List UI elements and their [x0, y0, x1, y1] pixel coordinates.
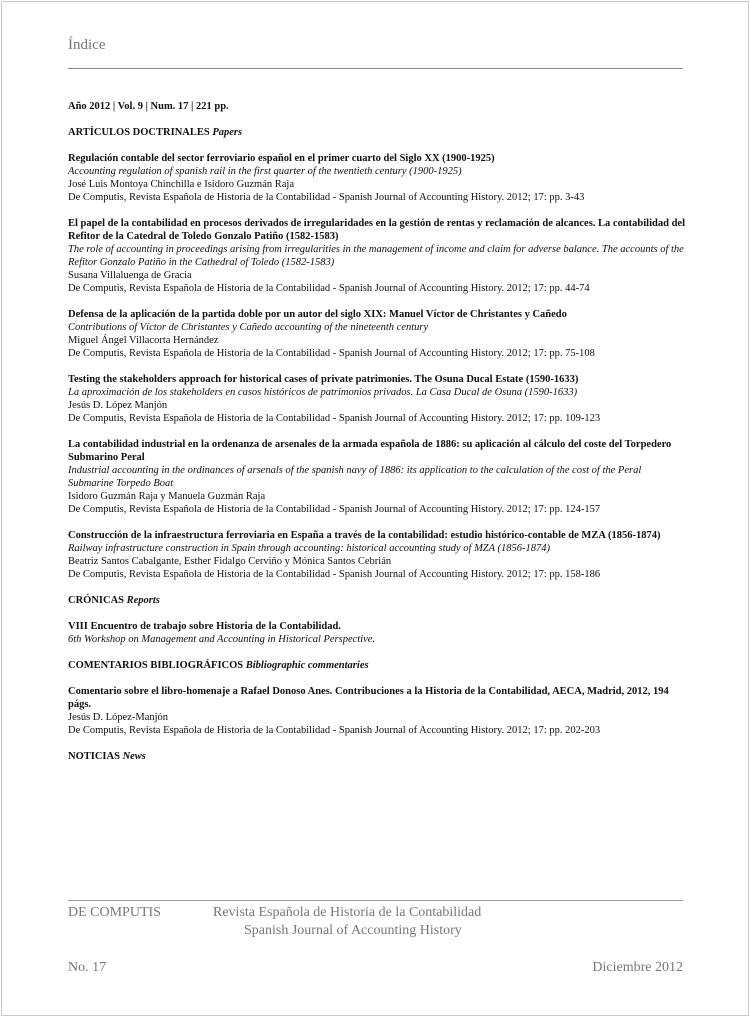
- article-authors: Susana Villaluenga de Gracia: [68, 270, 192, 281]
- article-entry: [68, 308, 688, 360]
- footer-journal-name-en: Spanish Journal of Accounting History: [244, 923, 462, 938]
- article-subtitle: Railway infrastructure construction in Spain through accounting: historical accounting study of MZA (1856-1874): [68, 543, 550, 554]
- article-entry: [68, 373, 688, 425]
- section-title-es: CRÓNICAS: [68, 595, 125, 606]
- article-subtitle: The role of accounting in proceedings arising from irregularities in the management of income and claim for adverse balance. The accounts of the Refitor Gonzalo Patiño in the Cathedral of Toledo (1582-1583): [68, 244, 684, 268]
- article-citation: De Computis, Revista Española de Historia de la Contabilidad - Spanish Journal of Accounting History. 2012; 17: pp. 158-186: [68, 569, 601, 580]
- section-comentarios: [68, 659, 688, 672]
- review-entry: [68, 685, 688, 737]
- section-title-es: NOTICIAS: [68, 751, 120, 762]
- article-authors: José Luis Montoya Chinchilla e Isidoro Guzmán Raja: [68, 179, 295, 190]
- article-authors: Beatriz Santos Cabalgante, Esther Fidalgo Cerviño y Mónica Santos Cebrián: [68, 556, 392, 567]
- article-authors: Isidoro Guzmán Raja y Manuela Guzmán Raja: [68, 491, 266, 502]
- article-citation: De Computis, Revista Española de Historia de la Contabilidad - Spanish Journal of Accounting History. 2012; 17: pp. 3-43: [68, 192, 585, 203]
- article-authors: Jesús D. López Manjón: [68, 400, 168, 411]
- report-entry: [68, 620, 688, 646]
- footer-divider: [68, 900, 683, 901]
- footer-journal-name-es: Revista Española de Historia de la Contabilidad: [213, 905, 482, 920]
- article-title[interactable]: Defensa de la aplicación de la partida doble por un autor del siglo XIX: Manuel Víctor de Christantes y Cañedo: [68, 309, 567, 320]
- article-citation: De Computis, Revista Española de Historia de la Contabilidad - Spanish Journal of Accounting History. 2012; 17: pp. 75-108: [68, 348, 595, 359]
- article-citation: De Computis, Revista Española de Historia de la Contabilidad - Spanish Journal of Accounting History. 2012; 17: pp. 44-74: [68, 283, 590, 294]
- report-subtitle: 6th Workshop on Management and Accounting in Historical Perspective.: [68, 634, 376, 645]
- article-citation: De Computis, Revista Española de Historia de la Contabilidad - Spanish Journal of Accounting History. 2012; 17: pp. 124-157: [68, 504, 601, 515]
- article-title[interactable]: La contabilidad industrial en la ordenanza de arsenales de la armada española de 1886: su aplicación al cálculo del coste del Torpedero Submarino Peral: [68, 439, 672, 463]
- review-citation: De Computis, Revista Española de Historia de la Contabilidad - Spanish Journal of Accounting History. 2012; 17: pp. 202-203: [68, 725, 601, 736]
- footer-date: Diciembre 2012: [592, 960, 683, 975]
- section-title-en: Reports: [126, 595, 160, 606]
- article-subtitle: Contributions of Víctor de Christantes y Cañedo accounting of the nineteenth century: [68, 322, 429, 333]
- issue-meta: Año 2012 | Vol. 9 | Num. 17 | 221 pp.: [68, 101, 229, 112]
- article-citation: De Computis, Revista Española de Historia de la Contabilidad - Spanish Journal of Accounting History. 2012; 17: pp. 109-123: [68, 413, 601, 424]
- section-articulos: [68, 126, 688, 139]
- section-title-en: News: [122, 751, 146, 762]
- report-title[interactable]: VIII Encuentro de trabajo sobre Historia de la Contabilidad.: [68, 621, 341, 632]
- table-of-contents: [68, 100, 688, 763]
- article-entry: [68, 217, 688, 295]
- section-title-es: COMENTARIOS BIBLIOGRÁFICOS: [68, 660, 244, 671]
- article-subtitle: Industrial accounting in the ordinances of arsenals of the spanish navy of 1886: its application to the calculation of the cost of the Peral Submarine Torpedo Boat: [68, 465, 642, 489]
- section-cronicas: [68, 594, 688, 607]
- article-title[interactable]: Testing the stakeholders approach for historical cases of private patrimonies. The Osuna Ducal Estate (1590-1633): [68, 374, 579, 385]
- article-entry: [68, 529, 688, 581]
- section-noticias: [68, 750, 688, 763]
- article-title[interactable]: Construcción de la infraestructura ferroviaria en España a través de la contabilidad: estudio histórico-contable de MZA (1856-1874): [68, 530, 661, 541]
- article-title[interactable]: Regulación contable del sector ferroviario español en el primer cuarto del Siglo XX (1900-1925): [68, 153, 495, 164]
- review-authors: Jesús D. López-Manjón: [68, 712, 169, 723]
- footer-journal: DE COMPUTIS: [68, 905, 161, 920]
- review-title[interactable]: Comentario sobre el libro-homenaje a Rafael Donoso Anes. Contribuciones a la Historia de la Contabilidad, AECA, Madrid, 2012, 194 págs.: [68, 686, 669, 710]
- section-title-en: Papers: [212, 127, 243, 138]
- section-title-en: Bibliographic commentaries: [245, 660, 369, 671]
- article-entry: [68, 438, 688, 516]
- footer-issue: No. 17: [68, 960, 107, 975]
- article-title[interactable]: El papel de la contabilidad en procesos derivados de irregularidades en la gestión de rentas y reclamación de alcances. La contabilidad del Refitor de la Catedral de Toledo Gonzalo Patiño (1582-1583): [68, 218, 685, 242]
- page-title: Índice: [68, 37, 106, 53]
- header-divider: [68, 68, 683, 69]
- article-subtitle: La aproximación de los stakeholders en casos históricos de patrimonios privados. La Casa Ducal de Osuna (1590-1633): [68, 387, 578, 398]
- section-title-es: ARTÍCULOS DOCTRINALES: [68, 127, 210, 138]
- article-entry: [68, 152, 688, 204]
- article-subtitle: Accounting regulation of spanish rail in the first quarter of the twentieth century (1900-1925): [68, 166, 462, 177]
- article-authors: Miguel Ángel Villacorta Hernández: [68, 335, 219, 346]
